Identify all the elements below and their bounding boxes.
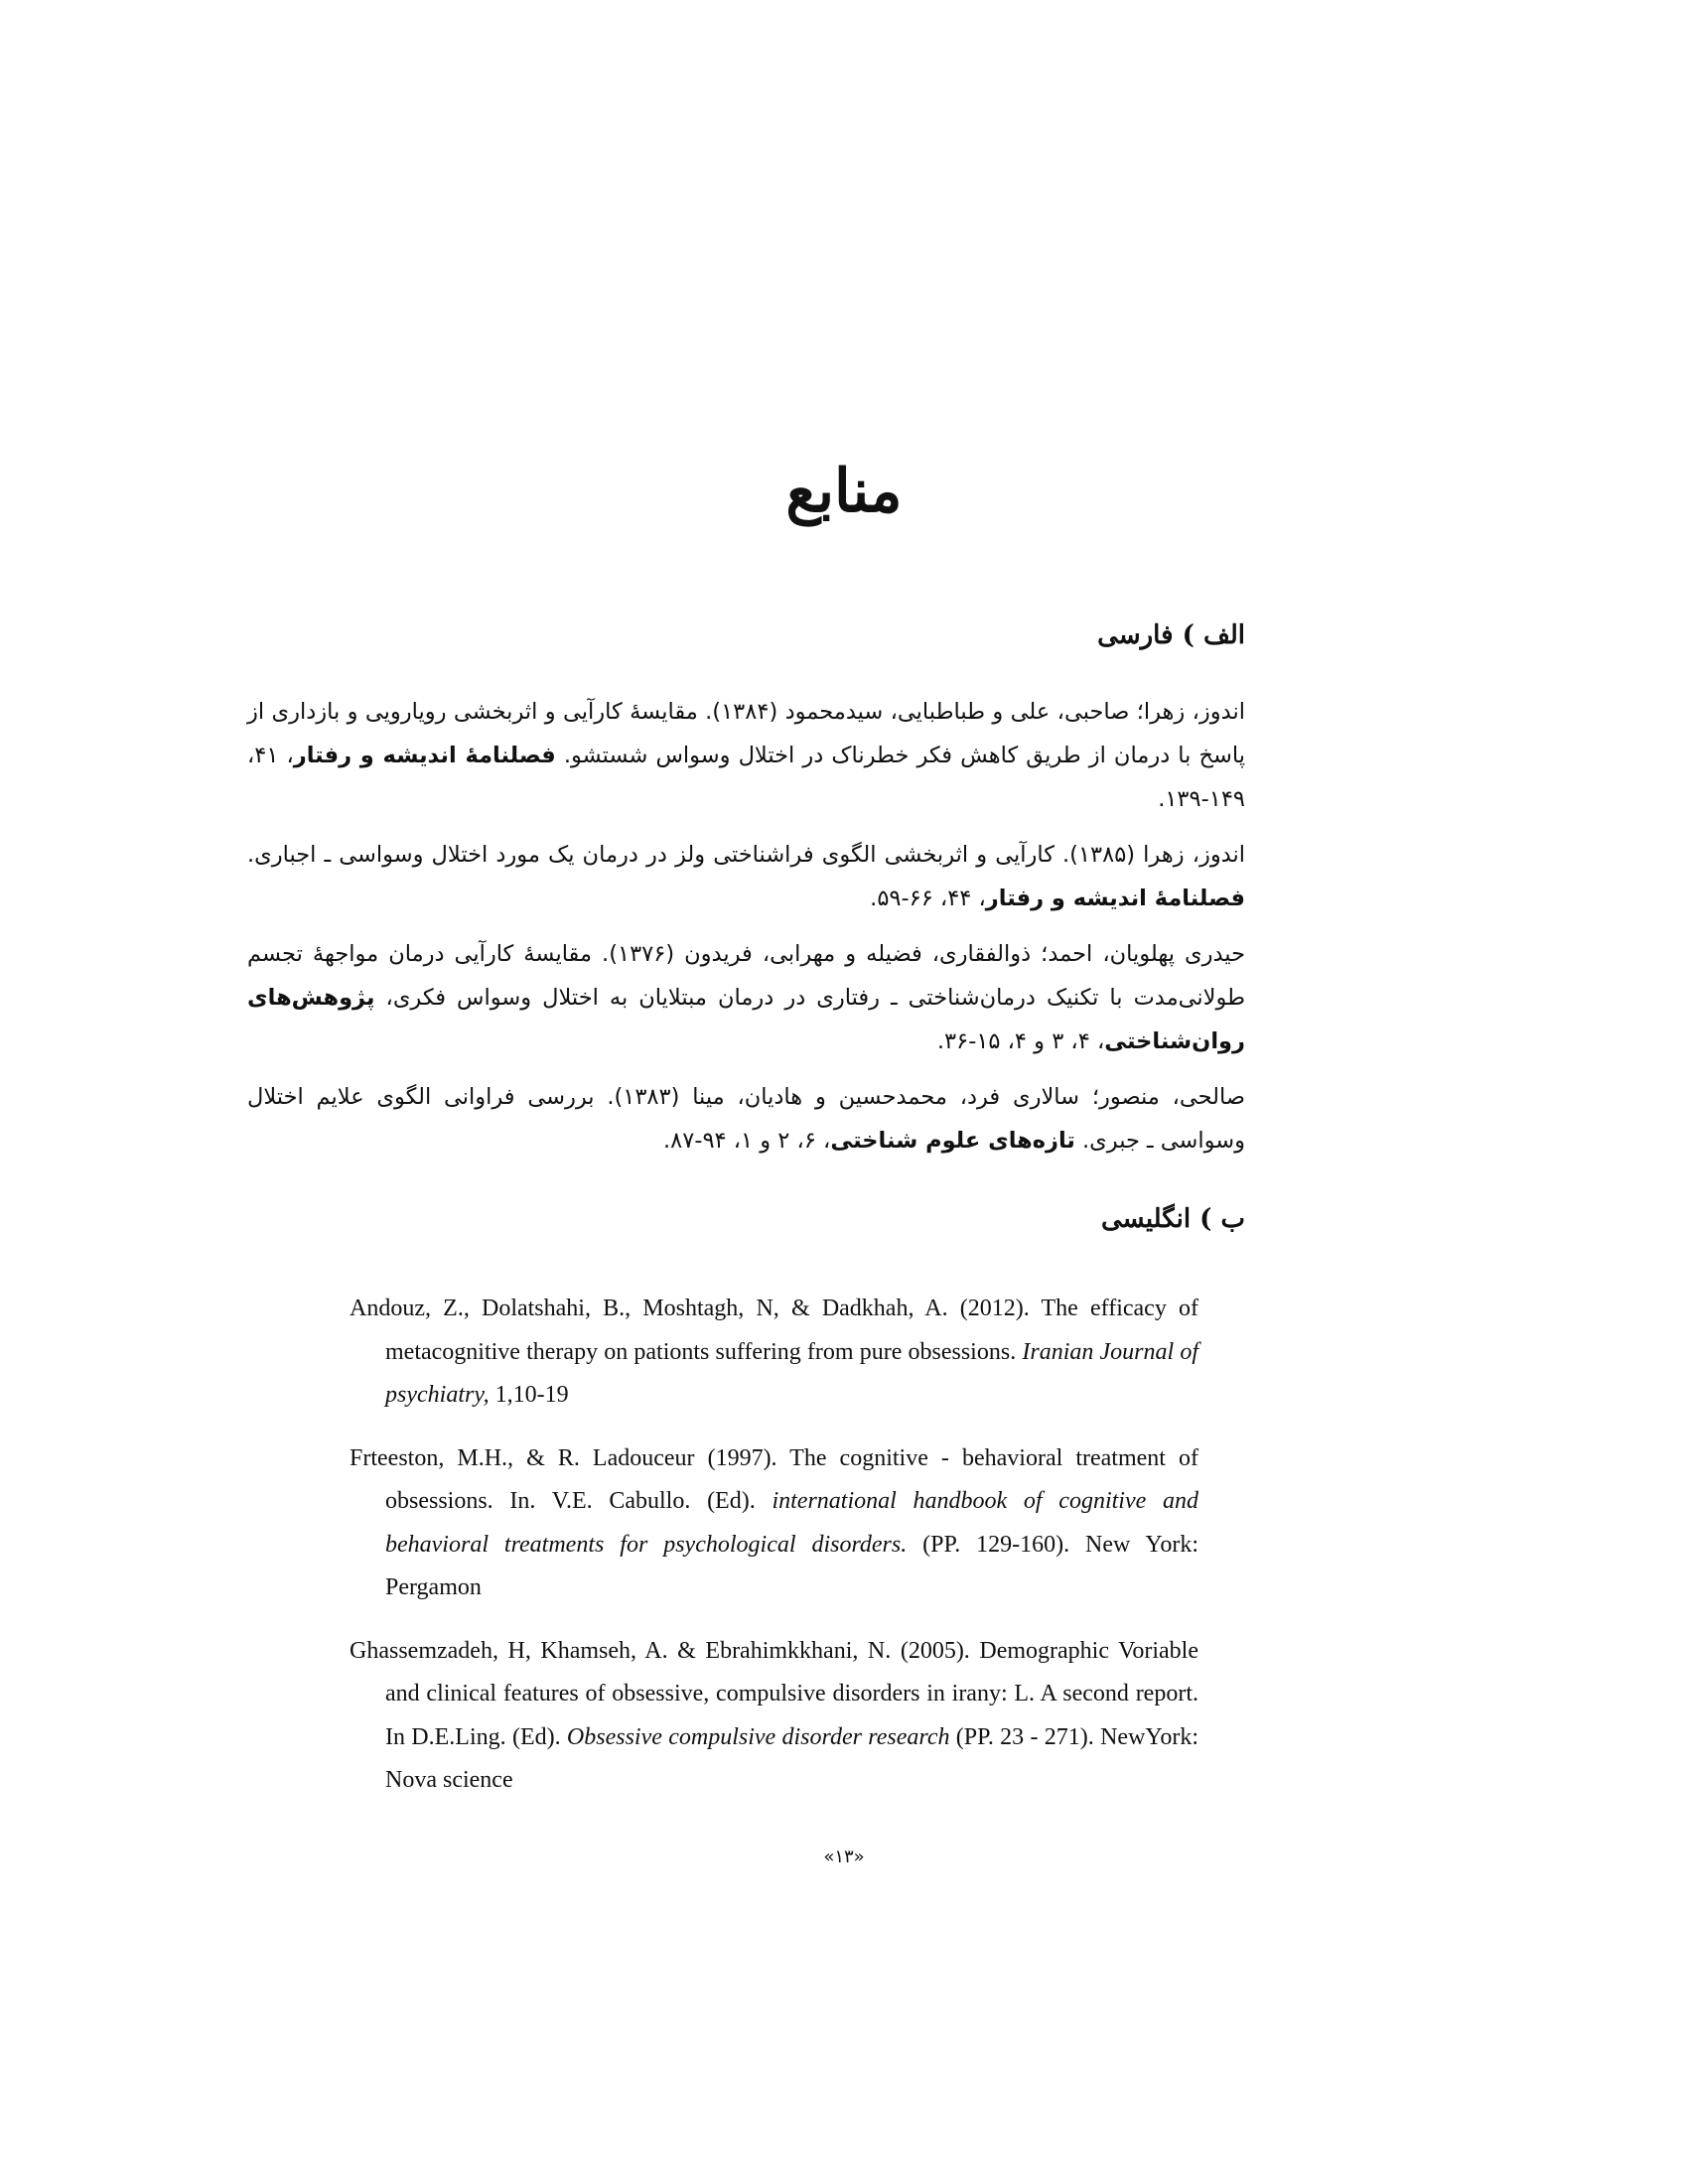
- reference-details: ، ۴۴، ۶۶-۵۹.: [870, 886, 986, 911]
- reference-journal: Obsessive compulsive disorder research: [566, 1723, 950, 1750]
- reference-item: [350, 1630, 1198, 1803]
- reference-details: ، ۴۱، ۱۴۹-۱۳۹.: [247, 743, 1245, 812]
- reference-item: [247, 690, 1245, 821]
- reference-details: (PP. 129-160). New York: Pergamon: [385, 1531, 1198, 1600]
- reference-journal: فصلنامهٔ اندیشه و رفتار: [293, 743, 556, 768]
- reference-text: Andouz, Z., Dolatshahi, B., Moshtagh, N, & Dadkhah, A. (2012). The efficacy of metacognitive therapy on pationts suffering from pure obsessions.: [350, 1296, 1198, 1365]
- reference-item: [247, 833, 1245, 920]
- reference-item: [247, 1075, 1245, 1162]
- page-title: منابع: [785, 457, 903, 526]
- reference-text: Ghassemzadeh, H, Khamseh, A. & Ebrahimkkhani, N. (2005). Demographic Voriable and clinical features of obsessive, compulsive disorders in irany: L. A second report. In D.E.Ling. (Ed).: [350, 1637, 1198, 1750]
- reference-journal: تازه‌های علوم شناختی: [830, 1128, 1075, 1154]
- reference-details: 1,10-19: [489, 1382, 569, 1408]
- reference-text: Frteeston, M.H., & R. Ladouceur (1997). The cognitive - behavioral treatment of obsessions. In. V.E. Cabullo. (Ed).: [350, 1444, 1198, 1514]
- page-number: «۱۳»: [823, 1846, 865, 1867]
- persian-reference-list: [247, 690, 1245, 1174]
- reference-item: [350, 1288, 1198, 1418]
- reference-item: [350, 1437, 1198, 1610]
- reference-details: ، ۴، ۳ و ۴، ۱۵-۳۶.: [936, 1028, 1105, 1054]
- reference-journal: Iranian Journal of psychiatry,: [385, 1338, 1199, 1408]
- reference-details: (PP. 23 - 271). NewYork: Nova science: [385, 1723, 1198, 1793]
- reference-text: صالحی، منصور؛ سالاری فرد، محمدحسین و هادیان، مینا (۱۳۸۳). بررسی فراوانی الگوی علایم اختلال وسواسی ـ جبری.: [247, 1084, 1245, 1154]
- reference-text: اندوز، زهرا؛ صاحبی، علی و طباطبایی، سیدمحمود (۱۳۸۴). مقایسهٔ کارآیی و اثربخشی رویارویی و بازداری از پاسخ با درمان از طریق کاهش فکر خطرناک در اختلال وسواس شستشو.: [247, 699, 1245, 768]
- reference-journal: international handbook of cognitive and behavioral treatments for psychological disorders.: [385, 1488, 1198, 1558]
- reference-text: حیدری پهلویان، احمد؛ ذوالفقاری، فضیله و مهرابی، فریدون (۱۳۷۶). مقایسهٔ کارآیی درمان مواجههٔ تجسم طولانی‌مدت با تکنیک درمان‌شناختی ـ رفتاری در درمان مبتلایان به اختلال وسواس فکری،: [247, 941, 1245, 1011]
- reference-item: [247, 932, 1245, 1063]
- persian-section-heading: الف ) فارسی: [1097, 620, 1245, 650]
- english-reference-list: [350, 1288, 1198, 1823]
- reference-journal: فصلنامهٔ اندیشه و رفتار: [985, 886, 1245, 911]
- reference-text: اندوز، زهرا (۱۳۸۵). کارآیی و اثربخشی الگوی فراشناختی ولز در درمان یک مورد اختلال وسواسی ـ اجباری.: [247, 842, 1246, 868]
- reference-journal: پژوهش‌های روان‌شناختی: [247, 985, 1245, 1054]
- english-section-heading: ب ) انگلیسی: [1100, 1204, 1245, 1234]
- reference-details: ، ۶، ۲ و ۱، ۹۴-۸۷.: [662, 1128, 831, 1154]
